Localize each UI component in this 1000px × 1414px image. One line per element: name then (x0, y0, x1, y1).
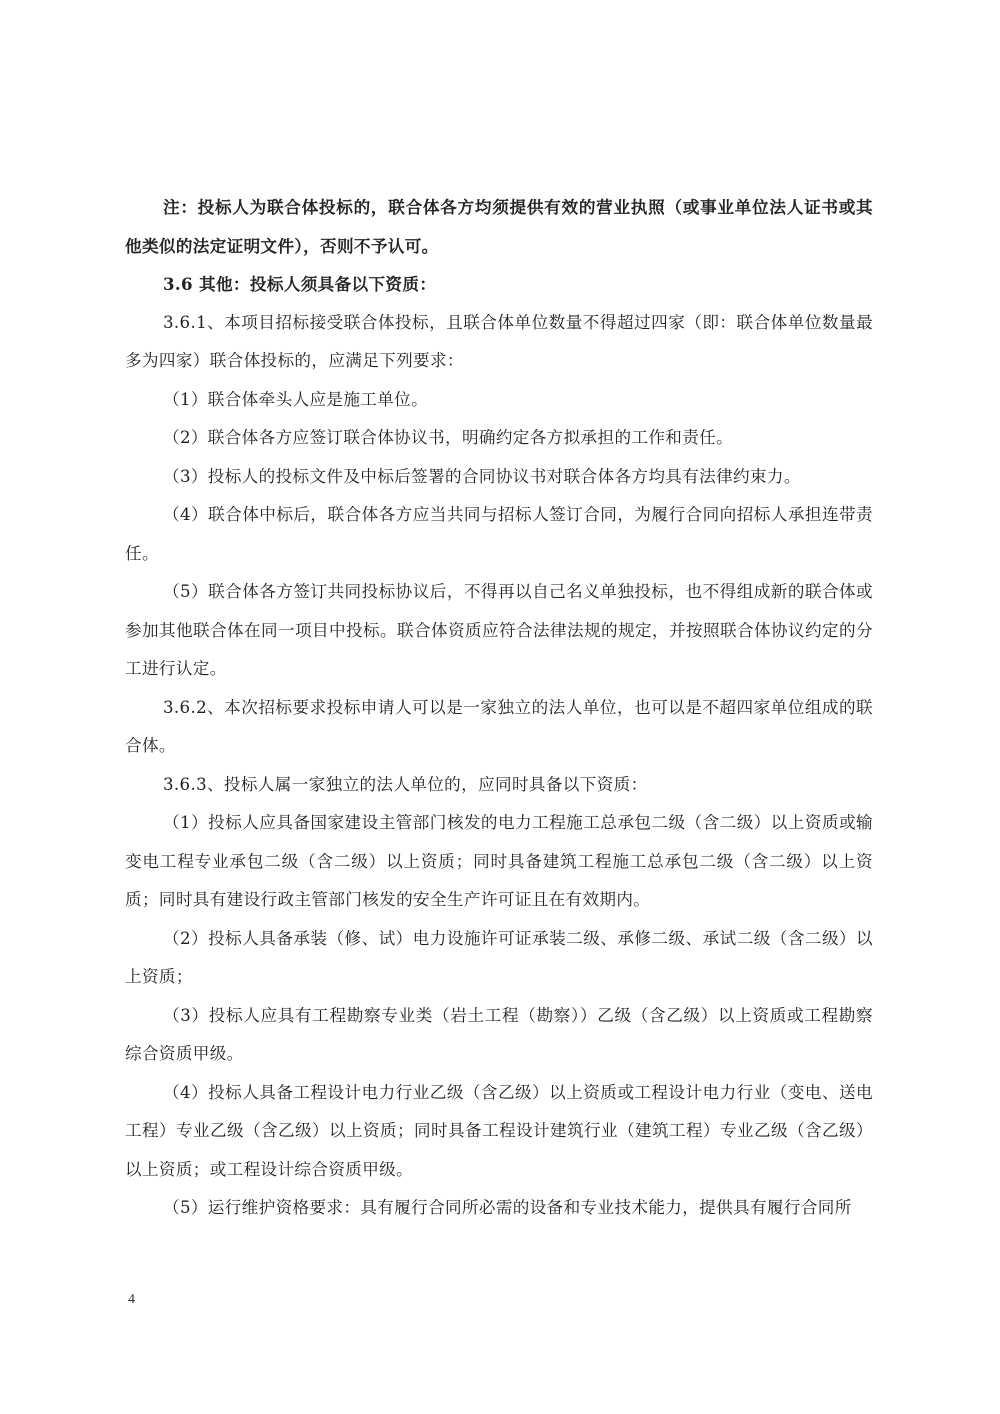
clause-3-6-1-item-2: （2）联合体各方应签订联合体协议书，明确约定各方拟承担的工作和责任。 (163, 428, 734, 447)
clause-3-6-3-item-5: （5）运行维护资格要求：具有履行合同所必需的设备和专业技术能力，提供具有履行合同所 (163, 1198, 852, 1217)
clause-3-6-3-item-3: （3）投标人应具有工程勘察专业类（岩土工程（勘察））乙级（含乙级）以上资质或工程勘察综合资质甲级。 (125, 1005, 873, 1063)
section-3-6-heading: 3.6 其他：投标人须具备以下资质： (163, 274, 437, 294)
document-body (125, 188, 873, 1228)
clause-3-6-3: 3.6.3、投标人属一家独立的法人单位的，应同时具备以下资质： (163, 774, 648, 794)
clause-3-6-3-item-4: （4）投标人具备工程设计电力行业乙级（含乙级）以上资质或工程设计电力行业（变电、送电工程）专业乙级（含乙级）以上资质；同时具备工程设计建筑行业（建筑工程）专业乙级（含乙级）以上资质；或工程设计综合资质甲级。 (125, 1082, 873, 1179)
clause-3-6-2: 3.6.2、本次招标要求投标申请人可以是一家独立的法人单位，也可以是不超四家单位组成的联合体。 (125, 697, 873, 755)
clause-3-6-1-item-4: （4）联合体中标后，联合体各方应当共同与招标人签订合同，为履行合同向招标人承担连带责任。 (125, 505, 873, 563)
clause-3-6-1-item-5: （5）联合体各方签订共同投标协议后，不得再以自己名义单独投标，也不得组成新的联合体或参加其他联合体在同一项目中投标。联合体资质应符合法律法规的规定，并按照联合体协议约定的分工进行认定。 (125, 582, 873, 678)
clause-3-6-1-item-3: （3）投标人的投标文件及中标后签署的合同协议书对联合体各方均具有法律约束力。 (163, 466, 801, 486)
clause-3-6-3-item-2: （2）投标人具备承装（修、试）电力设施许可证承装二级、承修二级、承试二级（含二级）以上资质； (125, 928, 873, 986)
clause-3-6-1: 3.6.1、本项目招标接受联合体投标，且联合体单位数量不得超过四家（即：联合体单位数量最多为四家）联合体投标的，应满足下列要求： (125, 312, 873, 370)
page-number: 4 (128, 1292, 135, 1307)
note-paragraph: 注：投标人为联合体投标的，联合体各方均须提供有效的营业执照（或事业单位法人证书或其他类似的法定证明文件），否则不予认可。 (125, 197, 873, 256)
clause-3-6-1-item-1: （1）联合体牵头人应是施工单位。 (163, 389, 429, 409)
clause-3-6-3-item-1: （1）投标人应具备国家建设主管部门核发的电力工程施工总承包二级（含二级）以上资质或输变电工程专业承包二级（含二级）以上资质；同时具备建筑工程施工总承包二级（含二级）以上资质；同时具有建设行政主管部门核发的安全生产许可证且在有效期内。 (125, 813, 873, 909)
